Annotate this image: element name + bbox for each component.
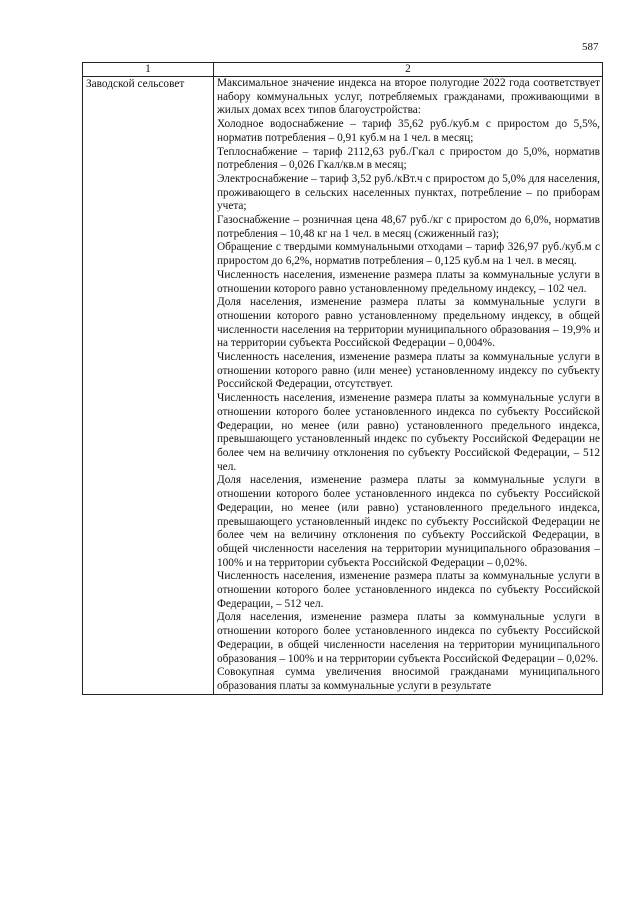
paragraph: Численность населения, изменение размера платы за коммунальные услуги в отношении которого равно (или менее) установленному индексу по субъекту Российской Федерации, отсутствует.	[217, 351, 600, 391]
paragraph: Доля населения, изменение размера платы за коммунальные услуги в отношении которого более установленного индекса по субъекту Российской Федерации, но менее (или равно) установленного предельного индекса, превышающего установленный индекс по субъекту Российской Федерации не более чем на величину отклонения по субъекту Российской Федерации, в общей численности населения на территории муниципального образования – 100% и на территории субъекта Российской Федерации – 0,02%.	[217, 474, 600, 569]
paragraph: Численность населения, изменение размера платы за коммунальные услуги в отношении которого более установленного индекса по субъекту Российской Федерации, – 512 чел.	[217, 570, 600, 610]
header-cell-2: 2	[214, 63, 603, 77]
paragraph: Холодное водоснабжение – тариф 35,62 руб./куб.м с приростом до 5,5%, норматив потребления – 0,91 куб.м на 1 чел. в месяц;	[217, 118, 600, 144]
paragraph: Газоснабжение – розничная цена 48,67 руб./кг с приростом до 6,0%, норматив потребления – 10,48 кг на 1 чел. в месяц (сжиженный газ);	[217, 214, 600, 240]
paragraph: Теплоснабжение – тариф 2112,63 руб./Гкал с приростом до 5,0%, норматив потребления – 0,026 Гкал/кв.м в месяц;	[217, 145, 600, 172]
index-table	[82, 62, 603, 695]
table-header-row	[83, 63, 603, 77]
paragraph: Численность населения, изменение размера платы за коммунальные услуги в отношении которого более установленного индекса по субъекту Российской Федерации, но менее (или равно) установленного предельного индекса, превышающего установленный индекс по субъекту Российской Федерации не более чем на величину отклонения по субъекту Российской Федерации, – 512 чел.	[217, 392, 600, 473]
paragraph: Максимальное значение индекса на второе полугодие 2022 года соответствует набору коммунальных услуг, потребляемых гражданами, проживающими в жилых домах всех типов благоустройства:	[217, 77, 600, 117]
paragraph: Численность населения, изменение размера платы за коммунальные услуги в отношении которого равно установленному предельному индексу, – 102 чел.	[217, 268, 600, 295]
paragraph: Обращение с твердыми коммунальными отходами – тариф 326,97 руб./куб.м с приростом до 6,2%, норматив потребления – 0,125 куб.м на 1 чел. в месяц.	[217, 241, 600, 268]
index-description	[214, 77, 603, 695]
paragraph: Доля населения, изменение размера платы за коммунальные услуги в отношении которого более установленного индекса по субъекту Российской Федерации, в общей численности населения на территории муниципального образования – 100% и на территории субъекта Российской Федерации – 0,02%.	[217, 611, 600, 665]
paragraph: Электроснабжение – тариф 3,52 руб./кВт.ч с приростом до 5,0% для населения, проживающего в сельских населенных пунктах, потребление – по приборам учета;	[217, 172, 600, 213]
header-cell-1: 1	[83, 63, 214, 77]
municipality-name: Заводской сельсовет	[83, 77, 214, 695]
paragraph: Совокупная сумма увеличения вносимой гражданами муниципального образования платы за коммунальные услуги в результате	[217, 666, 600, 692]
table-row	[83, 77, 603, 695]
paragraph: Доля населения, изменение размера платы за коммунальные услуги в отношении которого равно установленному предельному индексу, в общей численности населения на территории муниципального образования – 19,9% и на территории субъекта Российской Федерации – 0,004%.	[217, 296, 600, 350]
page-number: 587	[582, 41, 599, 53]
